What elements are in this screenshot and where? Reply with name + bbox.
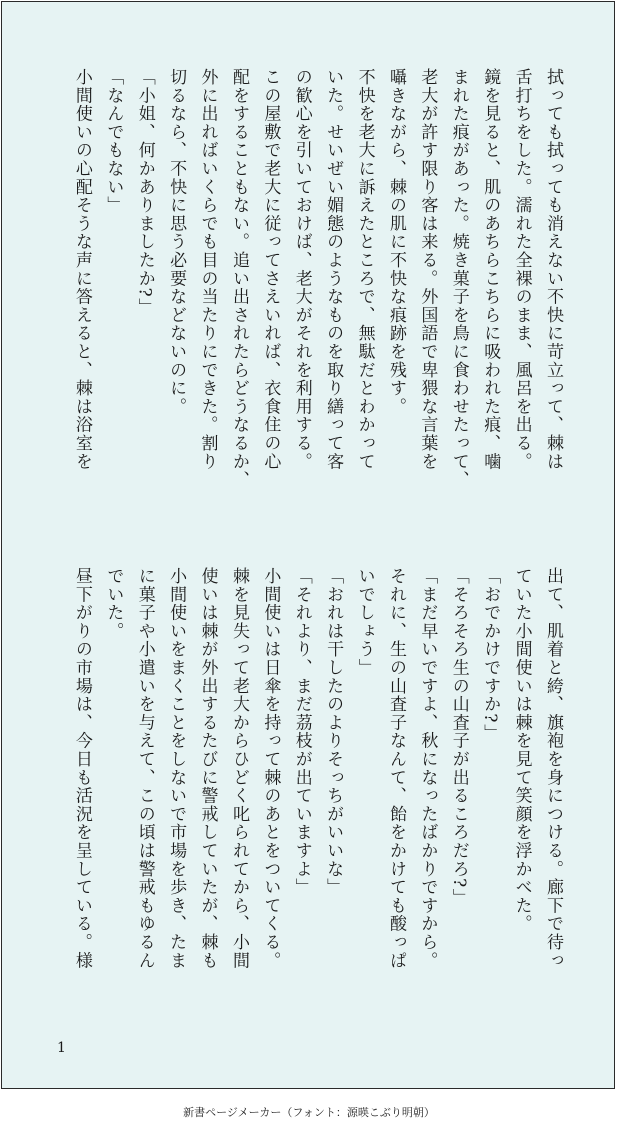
page-number: 1: [57, 1040, 66, 1056]
text-column: 不快を老大に訴えたところで、無駄だとわかって: [354, 68, 375, 471]
text-column: 「おでかけですか?」: [480, 567, 501, 743]
text-column: 鏡を見ると、肌のあちらこちらに吸われた痕、噛: [480, 68, 501, 471]
text-column: いた。せいぜい媚態のようなものを取り繕って客: [323, 68, 344, 471]
text-column: 「それより、まだ茘枝が出ていますよ」: [291, 567, 312, 897]
text-column: それに、生の山査子なんて、飴をかけても酸っぱ: [385, 567, 406, 970]
text-column: 老大が許す限り客は来る。外国語で卑猥な言葉を: [417, 68, 438, 471]
text-column: この屋敷で老大に従ってさえいれば、衣食住の心: [260, 68, 281, 471]
text-column: 「まだ早いですよ、秋になったばかりですから。: [417, 567, 438, 970]
text-column: いでしょう」: [354, 567, 375, 677]
book-page: [1, 1, 615, 1089]
text-column: 舌打ちをした。濡れた全裸のまま、風呂を出る。: [511, 68, 532, 471]
text-column: 「小姐、何かありましたか?」: [134, 68, 155, 317]
text-column: 囁きながら、棘の肌に不快な痕跡を残す。: [385, 68, 406, 416]
footer-credit: 新書ページメーカー（フォント：源暎こぶり明朝）: [183, 1106, 435, 1119]
text-column: 「そろそろ生の山査子が出るころだろ?」: [448, 567, 469, 907]
text-column: でいた。: [103, 567, 124, 641]
text-block-lower: [66, 567, 569, 1027]
text-block-upper: [66, 68, 569, 528]
text-column: 出て、肌着と絝、旗袍を身につける。廊下で待っ: [543, 567, 563, 970]
text-column: 外に出ればいくらでも目の当たりにできた。割り: [197, 68, 218, 471]
text-column: 「おれは干したのよりそっちがいいな」: [323, 567, 344, 897]
text-column: 小間使いの心配そうな声に答えると、棘は浴室を: [71, 68, 92, 471]
text-column: ていた小間使いは棘を見て笑顔を浮かべた。: [511, 567, 532, 933]
text-column: 昼下がりの市場は、今日も活況を呈している。様: [71, 567, 92, 970]
text-column: 拭っても拭っても消えない不快に苛立って、棘は: [543, 68, 563, 471]
text-column: 使いは棘が外出するたびに警戒していたが、棘も: [197, 567, 218, 970]
text-column: 棘を見失って老大からひどく叱られてから、小間: [228, 567, 249, 970]
text-column: 「なんでもない」: [103, 68, 124, 215]
text-column: に菓子や小遣いを与えて、この頃は警戒もゆるん: [134, 567, 155, 970]
text-column: 小間使いは日傘を持って棘のあとをついてくる。: [260, 567, 281, 970]
text-column: 小間使いをまくことをしないで市場を歩き、たま: [166, 567, 187, 970]
text-column: 配をすることもない。追い出されたらどうなるか、: [228, 68, 249, 489]
text-column: まれた痕があった。焼き菓子を鳥に食わせたって、: [448, 68, 469, 489]
text-column: 切るなら、不快に思う必要などないのに。: [166, 68, 187, 416]
text-column: の歓心を引いておけば、老大がそれを利用する。: [291, 68, 312, 471]
